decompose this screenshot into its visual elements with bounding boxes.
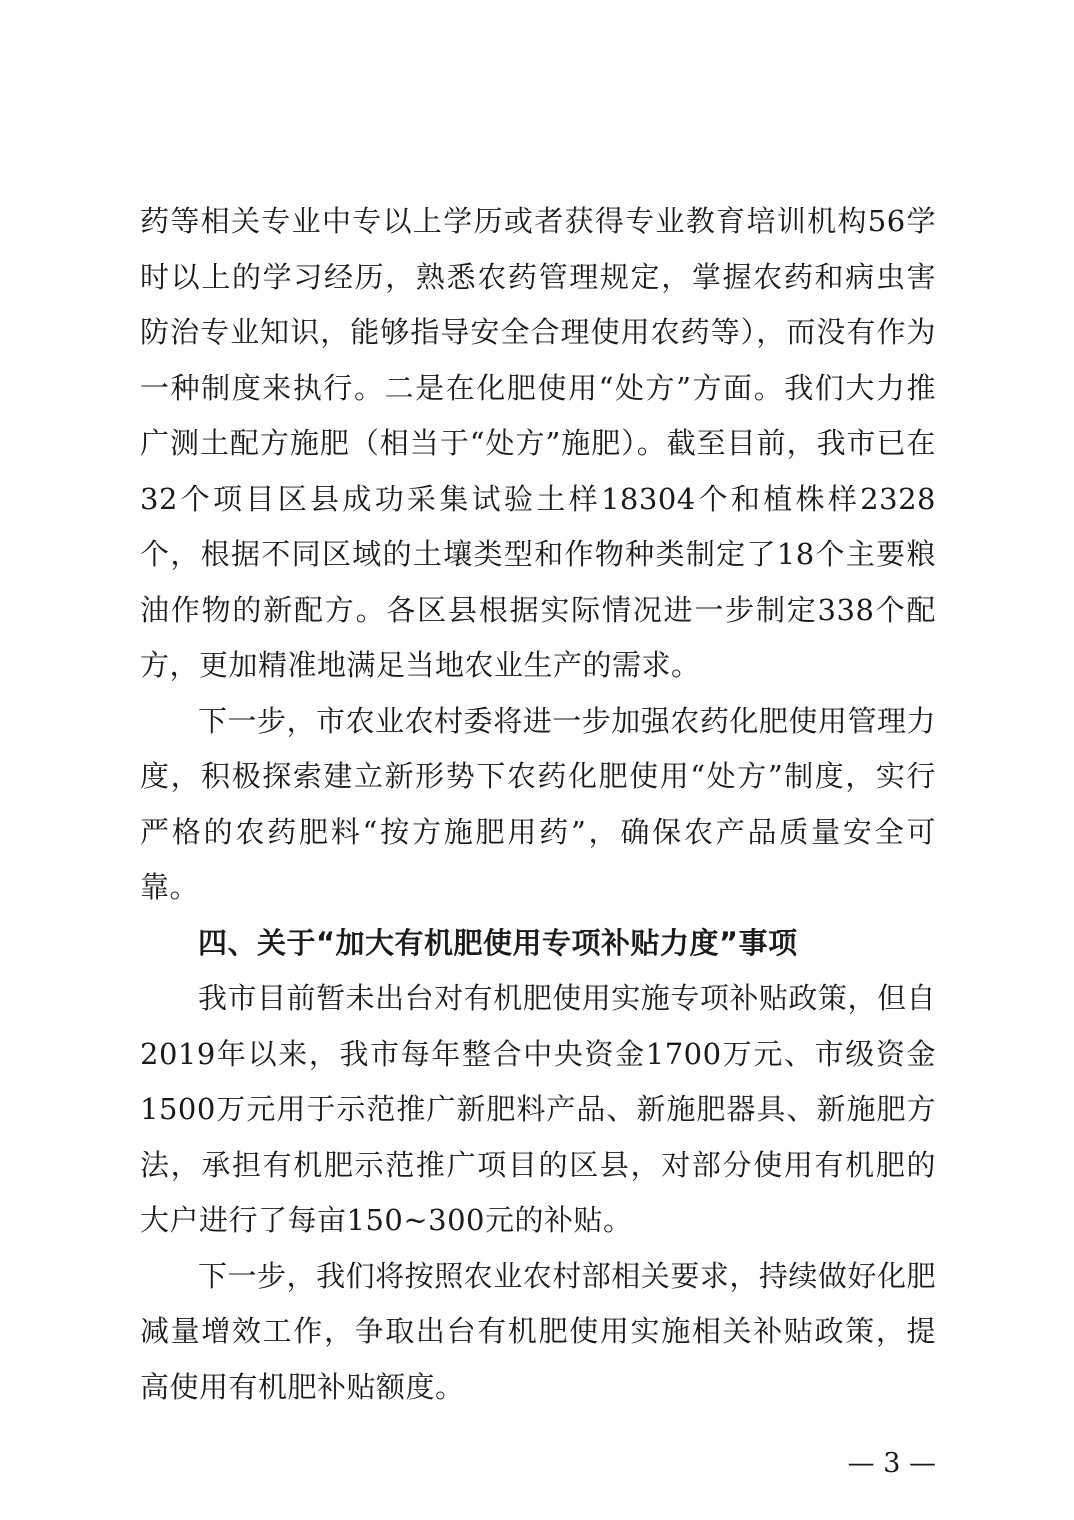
document-body xyxy=(140,194,936,1415)
page-number: — 3 — xyxy=(847,1448,936,1479)
paragraph-continuation: 药等相关专业中专以上学历或者获得专业教育培训机构56学时以上的学习经历，熟悉农药管理规定，掌握农药和病虫害防治专业知识，能够指导安全合理使用农药等），而没有作为一种制度来执行。二是在化肥使用“处方”方面。我们大力推广测土配方施肥（相当于“处方”施肥）。截至目前，我市已在32个项目区县成功采集试验土样18304个和植株样2328个，根据不同区域的土壤类型和作物种类制定了18个主要粮油作物的新配方。各区县根据实际情况进一步制定338个配方，更加精准地满足当地农业生产的需求。 xyxy=(140,204,936,682)
paragraph-organic-subsidy: 我市目前暂未出台对有机肥使用实施专项补贴政策，但自2019年以来，我市每年整合中央资金1700万元、市级资金1500万元用于示范推广新肥料产品、新施肥器具、新施肥方法，承担有机肥示范推广项目的区县，对部分使用有机肥的大户进行了每亩150~300元的补贴。 xyxy=(140,981,936,1237)
section-heading-organic-fertilizer: 四、关于“加大有机肥使用专项补贴力度”事项 xyxy=(198,925,798,960)
paragraph-next-step-pesticide: 下一步，市农业农村委将进一步加强农药化肥使用管理力度，积极探索建立新形势下农药化肥使用“处方”制度，实行严格的农药肥料“按方施肥用药”，确保农产品质量安全可靠。 xyxy=(140,703,936,904)
paragraph-next-step-organic: 下一步，我们将按照农业农村部相关要求，持续做好化肥减量增效工作，争取出台有机肥使用实施相关补贴政策，提高使用有机肥补贴额度。 xyxy=(140,1258,936,1404)
